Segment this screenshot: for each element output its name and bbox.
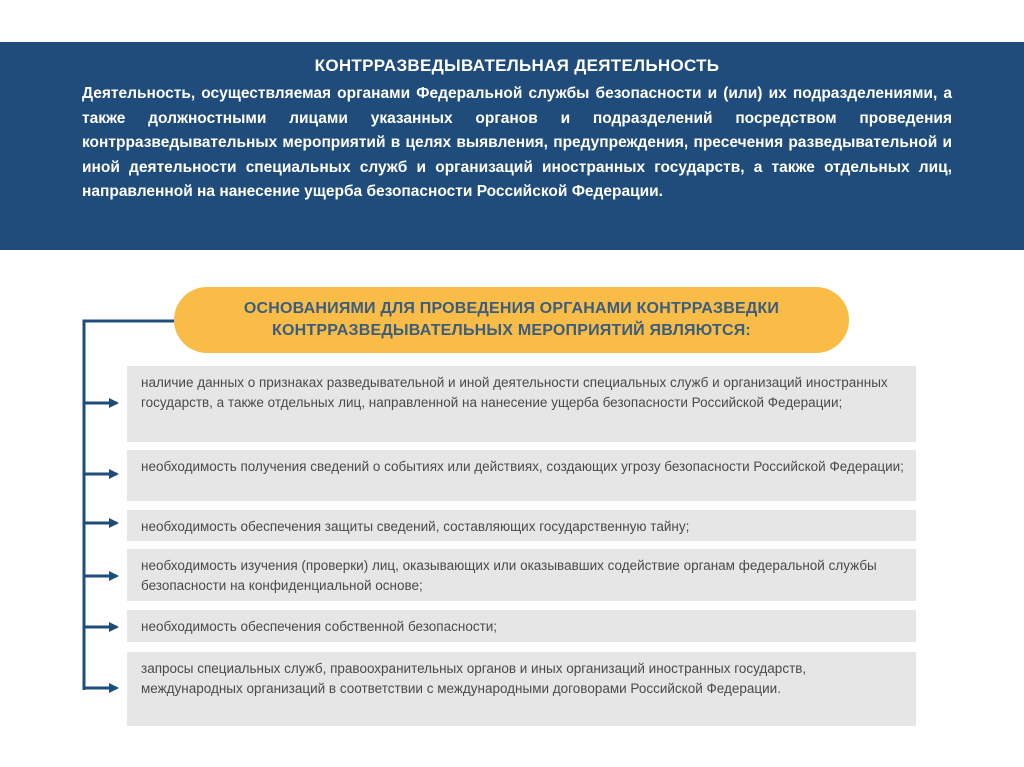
grounds-heading — [174, 287, 849, 353]
grounds-heading-line2: КОНТРРАЗВЕДЫВАТЕЛЬНЫХ МЕРОПРИЯТИЙ ЯВЛЯЮТСЯ: — [272, 322, 751, 339]
banner-title: КОНТРРАЗВЕДЫВАТЕЛЬНАЯ ДЕЯТЕЛЬНОСТЬ — [314, 56, 720, 75]
ground-item-4: необходимость изучения (проверки) лиц, оказывающих или оказывавших содействие органам федеральной службы безопасности на конфиденциальной основе; — [127, 549, 916, 601]
ground-item-5: необходимость обеспечения собственной безопасности; — [127, 610, 916, 642]
ground-item-3: необходимость обеспечения защиты сведений, составляющих государственную тайну; — [127, 510, 916, 541]
ground-item-1: наличие данных о признаках разведывательной и иной деятельности специальных служб и организаций иностранных государств, а также отдельных лиц, направленной на нанесение ущерба безопасности Российской Федерации; — [127, 366, 916, 442]
grounds-heading-line1: ОСНОВАНИЯМИ ДЛЯ ПРОВЕДЕНИЯ ОРГАНАМИ КОНТРРАЗВЕДКИ — [243, 300, 780, 317]
ground-item-2: необходимость получения сведений о событиях или действиях, создающих угрозу безопасности Российской Федерации; — [127, 450, 916, 501]
definition-text: Деятельность, осуществляемая органами Федеральной службы безопасности и (или) их подразделениями, а также должностными лицами указанных органов и подразделений посредством проведения контрразведывательных мероприятий в целях выявления, предупреждения, пресечения разведывательной и иной деятельности специальных служб и организаций иностранных государств, а также отдельных лиц, направленной на нанесение ущерба безопасности Российской Федерации. — [82, 85, 952, 200]
ground-item-6: запросы специальных служб, правоохранительных органов и иных организаций иностранных государств, международных организаций в соответствии с международными договорами Российской Федерации. — [127, 652, 916, 726]
